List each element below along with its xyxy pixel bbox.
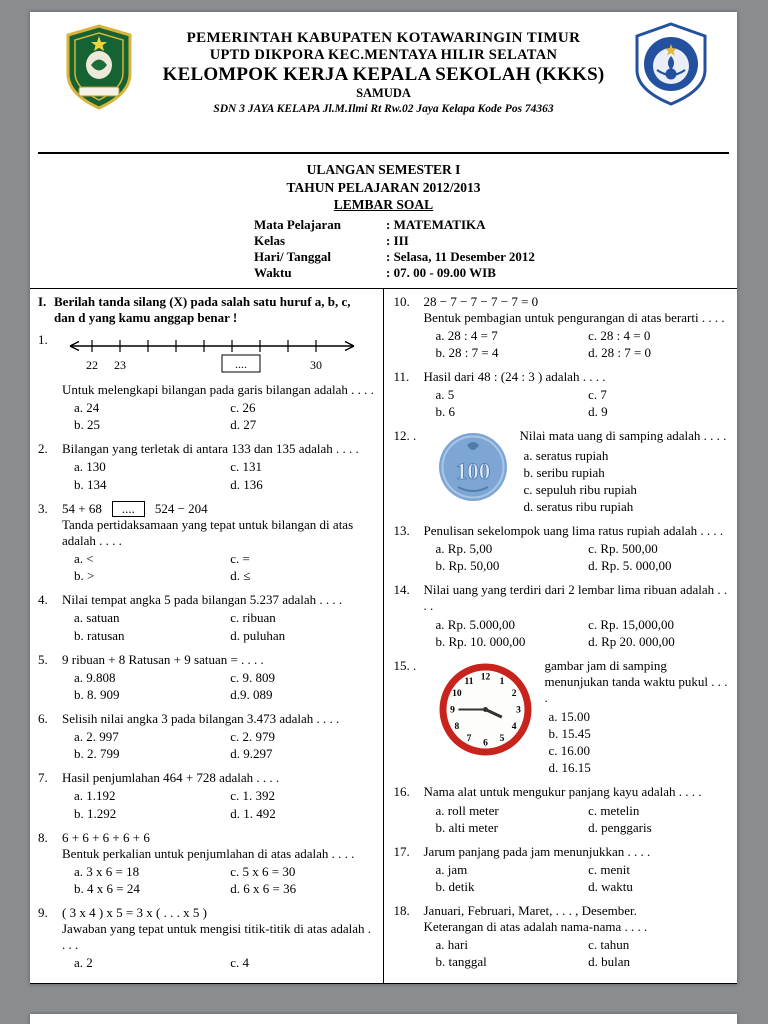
- option-a: a. 24: [74, 400, 100, 416]
- meta-value: : III: [386, 232, 409, 248]
- options: [62, 550, 375, 584]
- letterhead: [38, 18, 729, 154]
- question-16: [394, 784, 730, 835]
- option-d: d. 9: [588, 404, 608, 420]
- question-expression: 28 − 7 − 7 − 7 − 7 = 0: [423, 293, 539, 309]
- question-17: [394, 844, 730, 895]
- expression-left: 54 + 68: [62, 500, 102, 516]
- question-text: Nilai mata uang di samping adalah . . . .: [519, 428, 727, 444]
- meta-label: Mata Pelajaran: [254, 216, 342, 232]
- government-name: PEMERINTAH KABUPATEN KOTAWARINGIN TIMUR: [186, 30, 581, 46]
- question-text: Nilai tempat angka 5 pada bilangan 5.237 adalah . . . .: [62, 592, 343, 608]
- question-text: 9 ribuan + 8 Ratusan + 9 satuan = . . . .: [62, 651, 264, 667]
- question-text: Bentuk pembagian untuk pengurangan di atas berarti . . . .: [423, 309, 725, 325]
- option-d: d. 6 x 6 = 36: [230, 881, 297, 896]
- question-13: [394, 523, 730, 574]
- question-text: Bilangan yang terletak di antara 133 dan 135 adalah . . . .: [62, 441, 359, 457]
- option-a: a. Rp. 5.000,00: [435, 616, 515, 632]
- option-c: c. 131: [230, 459, 263, 475]
- option-a: a. hari: [435, 937, 468, 953]
- options: [424, 327, 730, 361]
- question-4: [38, 592, 375, 643]
- question-number: 1.: [38, 331, 48, 347]
- options: [545, 708, 730, 776]
- question-18: [394, 903, 730, 970]
- question-number: 13.: [393, 522, 410, 538]
- option-c: c. 9. 809: [230, 669, 276, 685]
- option-d: d.9. 089: [230, 686, 273, 702]
- option-a: a. jam: [435, 861, 468, 877]
- section-number: I.: [38, 293, 47, 309]
- meta-value: : MATEMATIKA: [386, 216, 486, 232]
- options: [62, 458, 375, 492]
- options: [424, 936, 730, 970]
- question-text: Untuk melengkapi bilangan pada garis bilangan adalah . . . .: [62, 381, 374, 397]
- option-a: a. satuan: [74, 610, 120, 626]
- question-number: 5.: [38, 651, 48, 667]
- question-number: 18.: [393, 903, 410, 919]
- question-11: [394, 369, 730, 420]
- question-expression: Januari, Februari, Maret, . . . , Desember.: [423, 903, 637, 919]
- question-number: 6.: [38, 711, 48, 727]
- clock-numeral: 12: [480, 672, 490, 683]
- meta-row-time: [254, 265, 737, 281]
- question-column-right: [384, 289, 738, 983]
- education-ministry-logo: [633, 22, 709, 106]
- question-text: Bentuk perkalian untuk penjumlahan di atas adalah . . . .: [62, 845, 355, 861]
- options: [62, 669, 375, 703]
- numberline-label: 30: [310, 357, 322, 372]
- options: [62, 399, 375, 433]
- option-d: d. 1. 492: [230, 805, 276, 821]
- question-expression: [62, 501, 375, 517]
- coin-100-rupiah-image: [438, 432, 508, 502]
- clock-numeral: 3: [515, 705, 521, 716]
- options: [424, 861, 730, 895]
- option-c: c. 28 : 4 = 0: [588, 327, 651, 343]
- option-a: a. 9.808: [74, 669, 116, 685]
- option-d: d. 9.297: [230, 746, 273, 762]
- option-d: d. seratus ribu rupiah: [523, 498, 634, 514]
- option-a: a. Rp. 5,00: [435, 541, 493, 557]
- option-d: d. Rp 20. 000,00: [588, 633, 675, 649]
- option-d: d. ≤: [230, 568, 251, 584]
- option-c: c. 26: [230, 400, 256, 416]
- question-number: 14.: [393, 582, 410, 598]
- option-b: b. alti meter: [435, 819, 498, 835]
- meta-label: Waktu: [254, 265, 292, 281]
- option-a: a. 130: [74, 459, 106, 475]
- option-b: b. 15.45: [548, 726, 591, 742]
- coin-value: 100: [455, 459, 490, 485]
- analog-clock-image: [438, 662, 533, 757]
- options: [424, 802, 730, 836]
- question-number: 9.: [38, 905, 48, 921]
- samuda-label: SAMUDA: [356, 86, 411, 100]
- next-page-preview: [30, 1014, 737, 1024]
- options: [62, 728, 375, 762]
- number-line-image: [62, 332, 362, 378]
- option-c: c. Rp. 15,000,00: [588, 616, 675, 632]
- question-number: 17.: [393, 843, 410, 859]
- question-number: 10.: [393, 293, 410, 309]
- section-heading: [38, 294, 375, 326]
- option-c: c. sepuluh ribu rupiah: [523, 481, 637, 497]
- question-number: 7.: [38, 770, 48, 786]
- question-text: Nama alat untuk mengukur panjang kayu adalah . . . .: [423, 784, 702, 800]
- question-10: [394, 294, 730, 361]
- question-text: Hasil penjumlahan 464 + 728 adalah . . . .: [62, 770, 280, 786]
- meta-value: : Selasa, 11 Desember 2012: [386, 249, 535, 265]
- exam-title-block: [30, 161, 737, 214]
- option-b: b. ratusan: [74, 627, 125, 643]
- option-a: a. roll meter: [435, 802, 499, 818]
- option-b: b. seribu rupiah: [523, 464, 605, 480]
- option-c: c. 16.00: [548, 743, 591, 759]
- clock-numeral: 6: [482, 738, 488, 749]
- option-c: c. 7: [588, 387, 607, 403]
- option-d: d. bulan: [588, 954, 630, 970]
- question-text: Jawaban yang tepat untuk mengisi titik-titik di atas adalah . . . .: [62, 921, 372, 953]
- option-b: b. >: [74, 568, 95, 584]
- option-d: d. 16.15: [548, 760, 591, 776]
- question-number: 11.: [393, 369, 410, 385]
- option-b: b. tanggal: [435, 954, 487, 970]
- kkks-name: KELOMPOK KERJA KEPALA SEKOLAH (KKKS): [162, 64, 605, 85]
- exam-page: [30, 12, 737, 984]
- option-b: b. 4 x 6 = 24: [74, 881, 140, 896]
- question-1: [38, 332, 375, 433]
- question-7: [38, 770, 375, 821]
- question-column-left: [30, 289, 384, 983]
- exam-title-line2: TAHUN PELAJARAN 2012/2013: [286, 179, 481, 195]
- option-d: d. 136: [230, 476, 263, 492]
- question-text: Nilai uang yang terdiri dari 2 lembar lima ribuan adalah . . . .: [423, 582, 728, 614]
- option-b: b. 25: [74, 417, 100, 433]
- options: [62, 954, 375, 971]
- options: [520, 447, 730, 515]
- option-c: c. =: [230, 551, 250, 567]
- option-c: c. 5 x 6 = 30: [230, 863, 296, 879]
- options: [62, 609, 375, 643]
- exam-meta: [254, 217, 737, 282]
- uptd-name: UPTD DIKPORA KEC.MENTAYA HILIR SELATAN: [209, 47, 558, 63]
- question-14: [394, 582, 730, 649]
- option-c: c. menit: [588, 861, 630, 877]
- question-number: 12. .: [393, 428, 417, 444]
- question-text: Selisih nilai angka 3 pada bilangan 3.473 adalah . . . .: [62, 711, 340, 727]
- question-9: [38, 905, 375, 971]
- option-b: b. 1.292: [74, 805, 117, 821]
- question-text: Keterangan di atas adalah nama-nama . . . .: [423, 919, 648, 935]
- option-b: b. 134: [74, 476, 107, 492]
- question-number: 4.: [38, 592, 48, 608]
- question-12: [394, 428, 730, 515]
- question-6: [38, 711, 375, 762]
- question-3: [38, 501, 375, 585]
- section-instruction: Berilah tanda silang (X) pada salah satu huruf a, b, c, dan d yang kamu anggap benar !: [54, 293, 351, 325]
- options: [424, 540, 730, 574]
- option-c: c. Rp. 500,00: [588, 541, 658, 557]
- clock-numeral: 9: [449, 705, 455, 716]
- option-a: a. 15.00: [548, 709, 591, 725]
- option-a: a. <: [74, 551, 94, 567]
- letterhead-text: [142, 30, 625, 115]
- option-b: b. Rp. 10. 000,00: [435, 633, 526, 649]
- question-text: gambar jam di samping menunjukan tanda waktu pukul . . . .: [544, 657, 728, 705]
- question-15: [394, 658, 730, 777]
- option-d: d. 27: [230, 417, 257, 433]
- option-c: c. tahun: [588, 937, 630, 953]
- numberline-label: 23: [114, 357, 126, 372]
- option-c: c. 2. 979: [230, 729, 276, 745]
- option-c: c. 1. 392: [230, 788, 276, 804]
- option-a: a. seratus rupiah: [523, 447, 609, 463]
- question-text: Jarum panjang pada jam menunjukkan . . . .: [423, 843, 651, 859]
- option-b: b. 8. 909: [74, 686, 120, 702]
- options: [62, 863, 375, 897]
- option-c: c. ribuan: [230, 610, 276, 626]
- option-a: a. 2. 997: [74, 729, 119, 745]
- question-number: 15. .: [393, 657, 417, 673]
- numberline-label: 22: [86, 357, 98, 372]
- question-number: 8.: [38, 829, 48, 845]
- question-number: 16.: [393, 784, 410, 800]
- option-c: c. 4: [230, 955, 250, 971]
- question-text: Tanda pertidaksamaan yang tepat untuk bilangan di atas adalah . . . .: [62, 516, 354, 549]
- options: [424, 616, 730, 650]
- option-b: b. Rp. 50,00: [435, 558, 500, 574]
- options: [424, 386, 730, 420]
- option-b: b. detik: [435, 879, 475, 895]
- question-expression: 6 + 6 + 6 + 6 + 6: [62, 829, 150, 845]
- option-d: d. penggaris: [588, 819, 652, 835]
- question-8: [38, 830, 375, 897]
- option-a: a. 5: [435, 387, 455, 403]
- meta-row-subject: [254, 217, 737, 233]
- expression-right: 524 − 204: [154, 500, 208, 516]
- option-a: a. 1.192: [74, 788, 116, 804]
- option-a: a. 28 : 4 = 7: [435, 327, 498, 343]
- clock-numeral: 4: [511, 721, 516, 732]
- meta-label: Hari/ Tanggal: [254, 249, 331, 265]
- question-text: Hasil dari 48 : (24 : 3 ) adalah . . . .: [423, 369, 606, 385]
- school-address: SDN 3 JAYA KELAPA Jl.M.Ilmi Rt Rw.02 Jaya Kelapa Kode Pos 74363: [213, 103, 554, 115]
- option-d: d. puluhan: [230, 627, 286, 643]
- clock-numeral: 11: [464, 676, 473, 687]
- numberline-blank-box: ....: [235, 356, 247, 371]
- clock-numeral: 10: [451, 688, 462, 699]
- clock-numeral: 8: [454, 721, 459, 732]
- regency-crest-logo: [64, 24, 134, 110]
- option-b: b. 28 : 7 = 4: [435, 344, 499, 360]
- options: [62, 787, 375, 821]
- clock-numeral: 5: [499, 733, 504, 744]
- option-a: a. 3 x 6 = 18: [74, 863, 140, 879]
- option-d: d. 28 : 7 = 0: [588, 344, 652, 360]
- clock-numeral: 1: [499, 676, 504, 687]
- exam-title-line1: ULANGAN SEMESTER I: [306, 162, 461, 177]
- question-2: [38, 441, 375, 492]
- meta-row-date: [254, 249, 737, 265]
- exam-title-line3: LEMBAR SOAL: [333, 197, 434, 213]
- clock-numeral: 7: [466, 733, 471, 744]
- question-text: Penulisan sekelompok uang lima ratus rupiah adalah . . . .: [423, 522, 724, 538]
- option-b: b. 2. 799: [74, 746, 120, 762]
- meta-value: : 07. 00 - 09.00 WIB: [386, 265, 496, 281]
- option-d: d. Rp. 5. 000,00: [588, 558, 672, 574]
- clock-numeral: 2: [511, 688, 516, 699]
- question-number: 2.: [38, 441, 48, 457]
- option-c: c. metelin: [588, 802, 640, 818]
- question-5: [38, 652, 375, 703]
- question-area: [30, 288, 737, 984]
- option-b: b. 6: [435, 404, 455, 420]
- question-expression: ( 3 x 4 ) x 5 = 3 x ( . . . x 5 ): [62, 905, 207, 921]
- option-a: a. 2: [74, 955, 93, 971]
- meta-row-class: [254, 233, 737, 249]
- blank-box: ....: [112, 501, 145, 517]
- option-d: d. waktu: [588, 879, 633, 895]
- meta-label: Kelas: [254, 232, 286, 248]
- question-number: 3.: [38, 500, 48, 516]
